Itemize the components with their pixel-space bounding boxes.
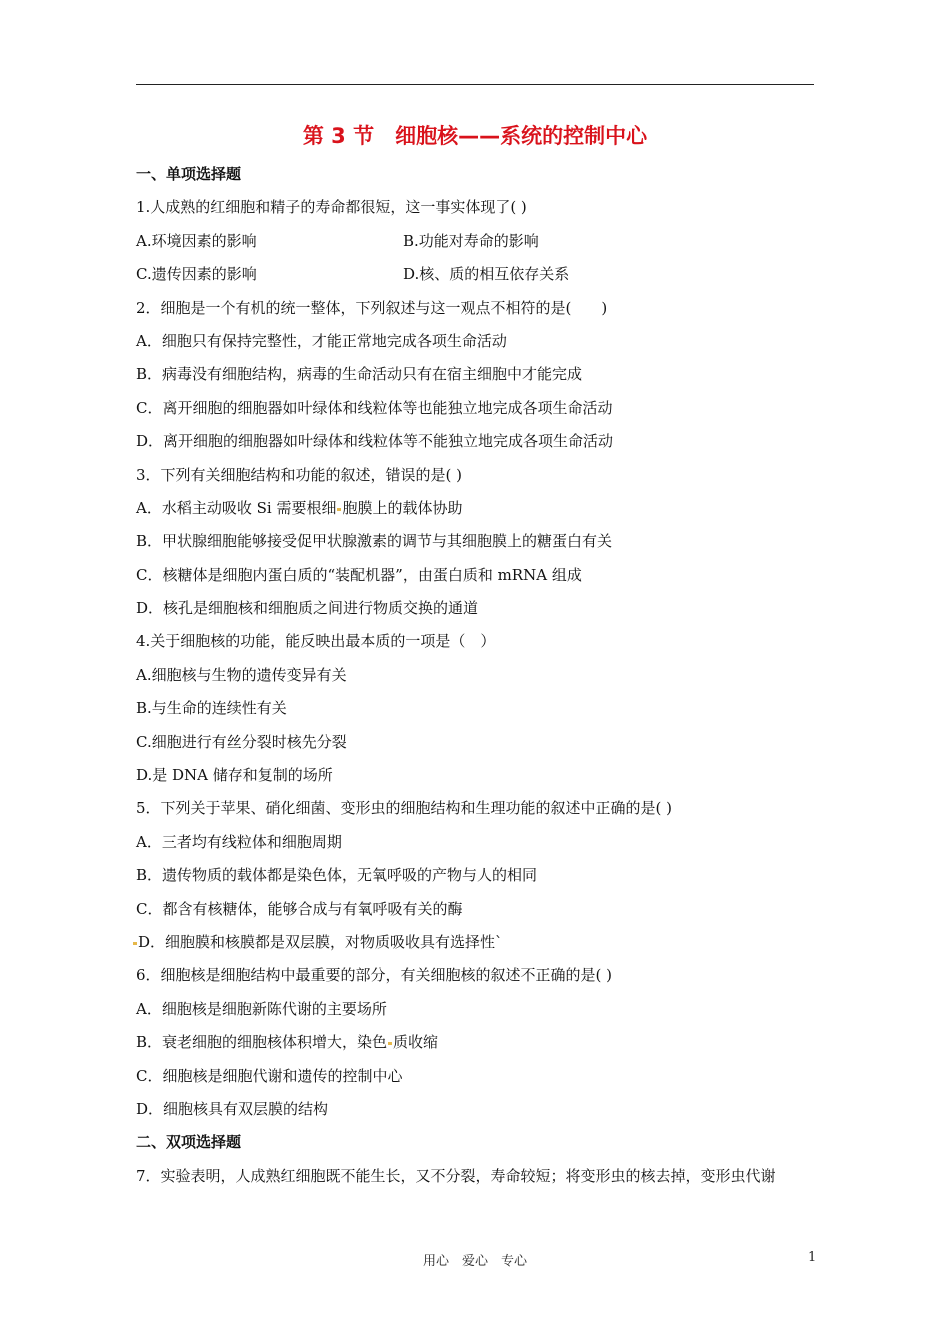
q3-option-d: D．核孔是细胞核和细胞质之间进行物质交换的通道 [136,599,479,618]
q2-option-b: B．病毒没有细胞结构，病毒的生命活动只有在宿主细胞中才能完成 [136,365,583,384]
q6-option-a: A．细胞核是细胞新陈代谢的主要场所 [136,999,387,1018]
annotation-mark [133,942,137,945]
q1-options-row-1 [136,225,836,258]
q3-stem: 3．下列有关细胞结构和功能的叙述，错误的是( ) [136,465,463,484]
annotation-mark [388,1042,392,1045]
q4-option-b: B.与生命的连续性有关 [136,699,287,718]
q5-option-d-row [132,926,836,959]
q5-option-b: B．遗传物质的载体都是染色体，无氧呼吸的产物与人的相同 [136,866,538,885]
q6-option-b-part1: B．衰老细胞的细胞核体积增大，染色 [136,1033,388,1052]
q1-options-row-2 [136,258,836,291]
q3-option-c: C．核糖体是细胞内蛋白质的“装配机器”，由蛋白质和 mRNA 组成 [136,565,582,584]
document-body [136,158,836,1193]
page-number: 1 [808,1250,817,1265]
q2-option-a: A．细胞只有保持完整性，才能正常地完成各项生命活动 [136,331,507,350]
q1-option-c: C.遗传因素的影响 [136,265,257,284]
q4-option-d: D.是 DNA 储存和复制的场所 [136,766,333,785]
q2-stem: 2．细胞是一个有机的统一整体，下列叙述与这一观点不相符的是( ) [136,298,608,317]
q6-option-c: C．细胞核是细胞代谢和遗传的控制中心 [136,1066,403,1085]
q1-option-b: B.功能对寿命的影响 [403,231,539,250]
section-heading-double: 二、双项选择题 [136,1133,242,1152]
q5-option-a: A．三者均有线粒体和细胞周期 [136,832,342,851]
q5-stem: 5．下列关于苹果、硝化细菌、变形虫的细胞结构和生理功能的叙述中正确的是( ) [136,799,673,818]
q6-option-b [136,1026,836,1059]
section-heading-single: 一、单项选择题 [136,165,242,183]
q2-option-c: C．离开细胞的细胞器如叶绿体和线粒体等也能独立地完成各项生命活动 [136,398,613,417]
q7-stem: 7．实验表明，人成熟红细胞既不能生长，又不分裂，寿命较短；将变形虫的核去掉，变形虫代谢 [136,1166,776,1185]
q3-option-a-part2: 胞膜上的载体协助 [342,498,463,517]
q5-option-c: C．都含有核糖体，能够合成与有氧呼吸有关的酶 [136,899,463,918]
q1-option-d: D.核、质的相互依存关系 [403,265,570,284]
annotation-mark [337,508,341,511]
q5-option-d: D．细胞膜和核膜都是双层膜，对物质吸收具有选择性` [138,932,503,951]
q4-option-a: A.细胞核与生物的遗传变异有关 [136,665,347,684]
q6-option-d: D．细胞核具有双层膜的结构 [136,1099,329,1118]
header-rule [136,84,814,85]
q6-option-b-part2: 质收缩 [393,1033,439,1052]
q1-option-a: A.环境因素的影响 [136,231,257,250]
q6-stem: 6．细胞核是细胞结构中最重要的部分，有关细胞核的叙述不正确的是( ) [136,966,613,985]
page-footer: 用心 爱心 专心 [422,1254,527,1269]
q1-stem: 1.人成熟的红细胞和精子的寿命都很短，这一事实体现了( ) [136,198,527,217]
q4-stem: 4.关于细胞核的功能，能反映出最本质的一项是（ ） [136,632,496,651]
q3-option-b: B．甲状腺细胞能够接受促甲状腺激素的调节与其细胞膜上的糖蛋白有关 [136,532,613,551]
q3-option-a-part1: A．水稻主动吸收 Si 需要根细 [136,498,337,517]
q2-option-d: D．离开细胞的细胞器如叶绿体和线粒体等不能独立地完成各项生命活动 [136,432,614,451]
page-title: 第 3 节 细胞核——系统的控制中心 [302,124,648,148]
q3-option-a [136,492,836,525]
q4-option-c: C.细胞进行有丝分裂时核先分裂 [136,732,347,751]
